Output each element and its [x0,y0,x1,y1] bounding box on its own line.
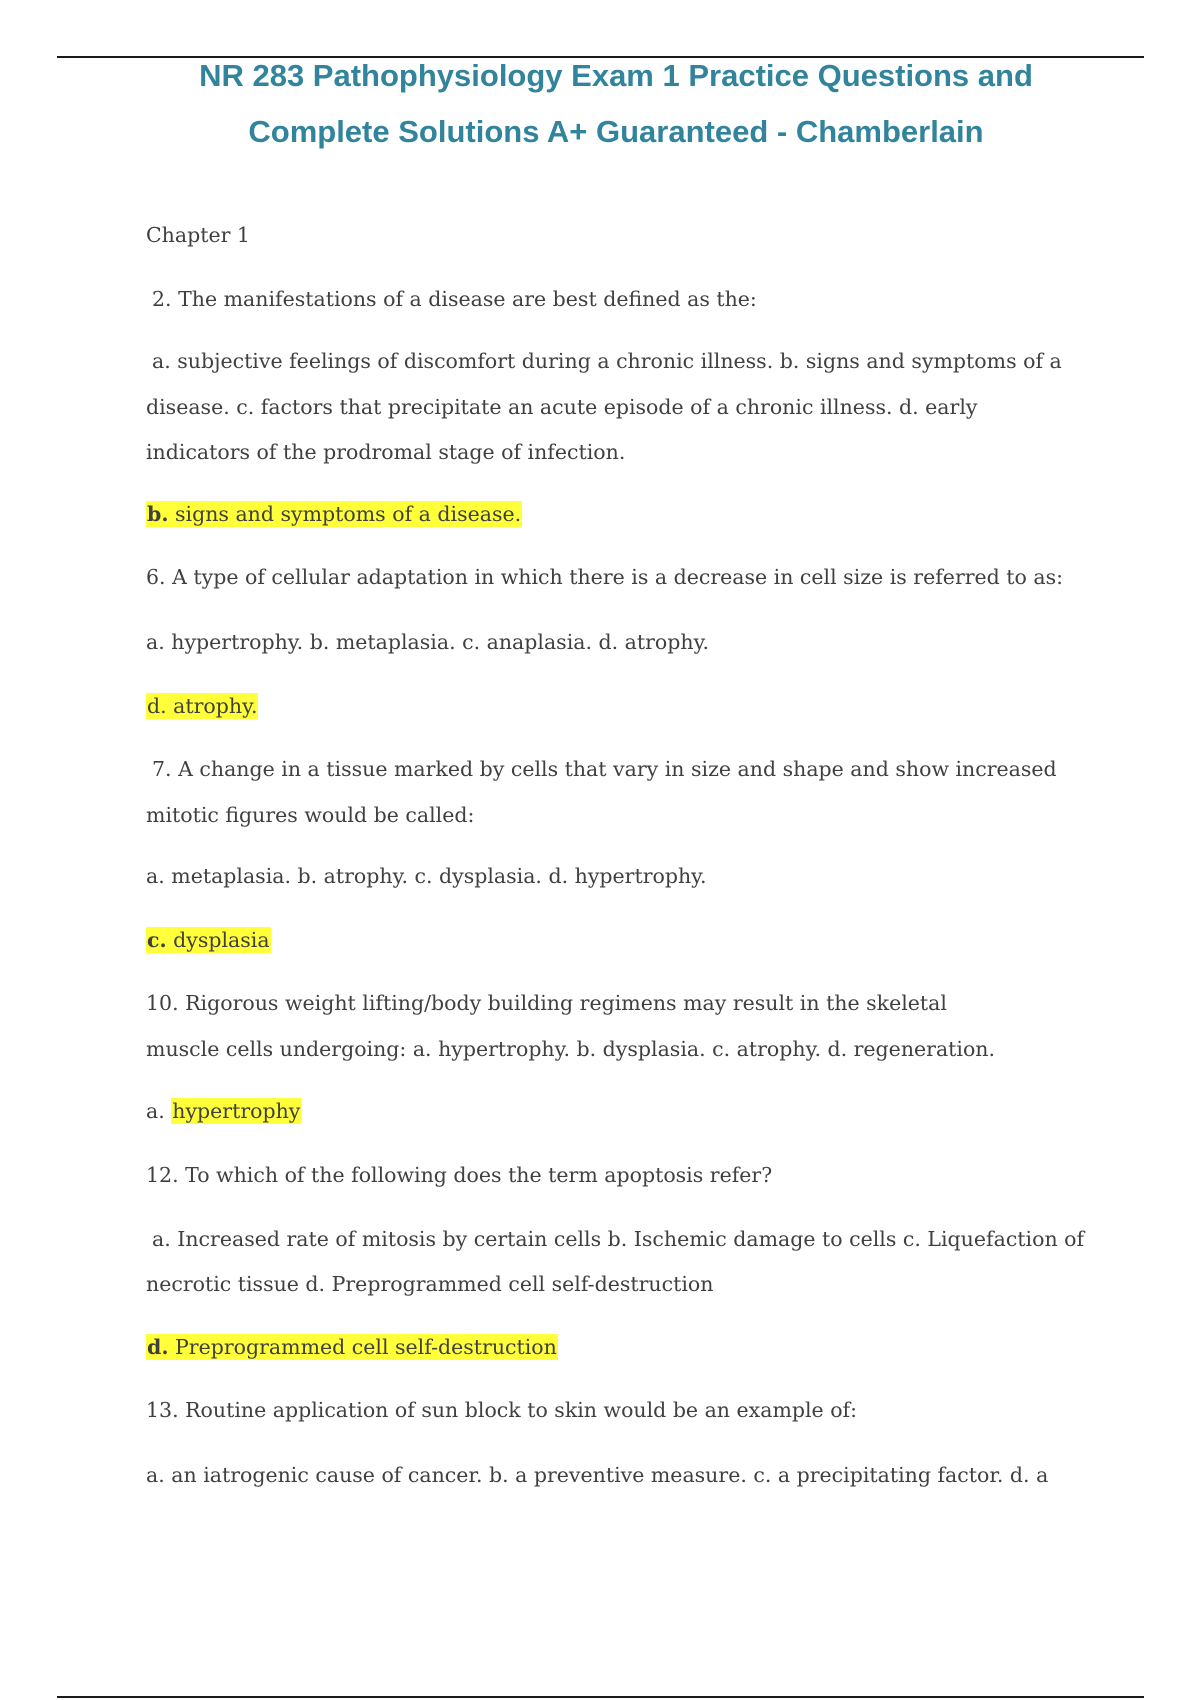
question-6-stem: 6. A type of cellular adaptation in which there is a decrease in cell size is referred to as: [146,565,1064,589]
answer-text: dysplasia [166,928,270,952]
question-6-options: a. hypertrophy. b. metaplasia. c. anaplasia. d. atrophy. [146,630,709,654]
question-10-stem-line-2: muscle cells undergoing: a. hypertrophy. b. dysplasia. c. atrophy. d. regeneration. [146,1037,996,1061]
footer-rule [57,1696,1144,1698]
answer-text: signs and symptoms of a disease. [168,502,522,526]
question-2-options-line-1: a. subjective feelings of discomfort during a chronic illness. b. signs and symptoms of a [152,349,1062,373]
question-2-answer [146,499,522,529]
question-12-options-line-2: necrotic tissue d. Preprogrammed cell self-destruction [146,1272,714,1296]
answer-letter: c. [147,928,167,952]
title-line-1: NR 283 Pathophysiology Exam 1 Practice Questions and [199,58,1033,93]
answer-highlight [146,1334,558,1360]
question-12-answer [146,1332,558,1362]
answer-letter: d. [147,1335,169,1359]
answer-letter: b. [147,502,169,526]
question-2-options-line-2: disease. c. factors that precipitate an acute episode of a chronic illness. d. early [146,395,978,419]
title-line-2: Complete Solutions A+ Guaranteed - Chamberlain [248,114,984,149]
question-2-stem: 2. The manifestations of a disease are best defined as the: [152,287,757,311]
question-13-options-line-1: a. an iatrogenic cause of cancer. b. a preventive measure. c. a precipitating factor. d. a [146,1463,1049,1487]
answer-text: Preprogrammed cell self-destruction [168,1335,557,1359]
answer-highlight [146,927,271,953]
question-13-stem: 13. Routine application of sun block to skin would be an example of: [146,1398,858,1422]
question-2-options-line-3: indicators of the prodromal stage of infection. [146,440,626,464]
answer-letter: a. [146,1099,172,1123]
question-7-stem-line-2: mitotic figures would be called: [146,803,475,827]
question-7-options: a. metaplasia. b. atrophy. c. dysplasia. d. hypertrophy. [146,864,707,888]
answer-highlight [146,501,522,527]
question-10-answer [146,1096,301,1126]
question-12-options-line-1: a. Increased rate of mitosis by certain cells b. Ischemic damage to cells c. Liquefaction of [152,1227,1085,1251]
answer-highlight: hypertrophy [172,1099,301,1123]
question-12-stem: 12. To which of the following does the term apoptosis refer? [146,1163,773,1187]
question-7-answer [146,925,271,955]
question-6-answer [146,691,258,721]
chapter-heading: Chapter 1 [146,223,250,247]
question-7-stem-line-1: 7. A change in a tissue marked by cells that vary in size and shape and show increased [152,757,1057,781]
answer-highlight: d. atrophy. [147,694,258,718]
question-10-stem-line-1: 10. Rigorous weight lifting/body building regimens may result in the skeletal [146,991,947,1015]
